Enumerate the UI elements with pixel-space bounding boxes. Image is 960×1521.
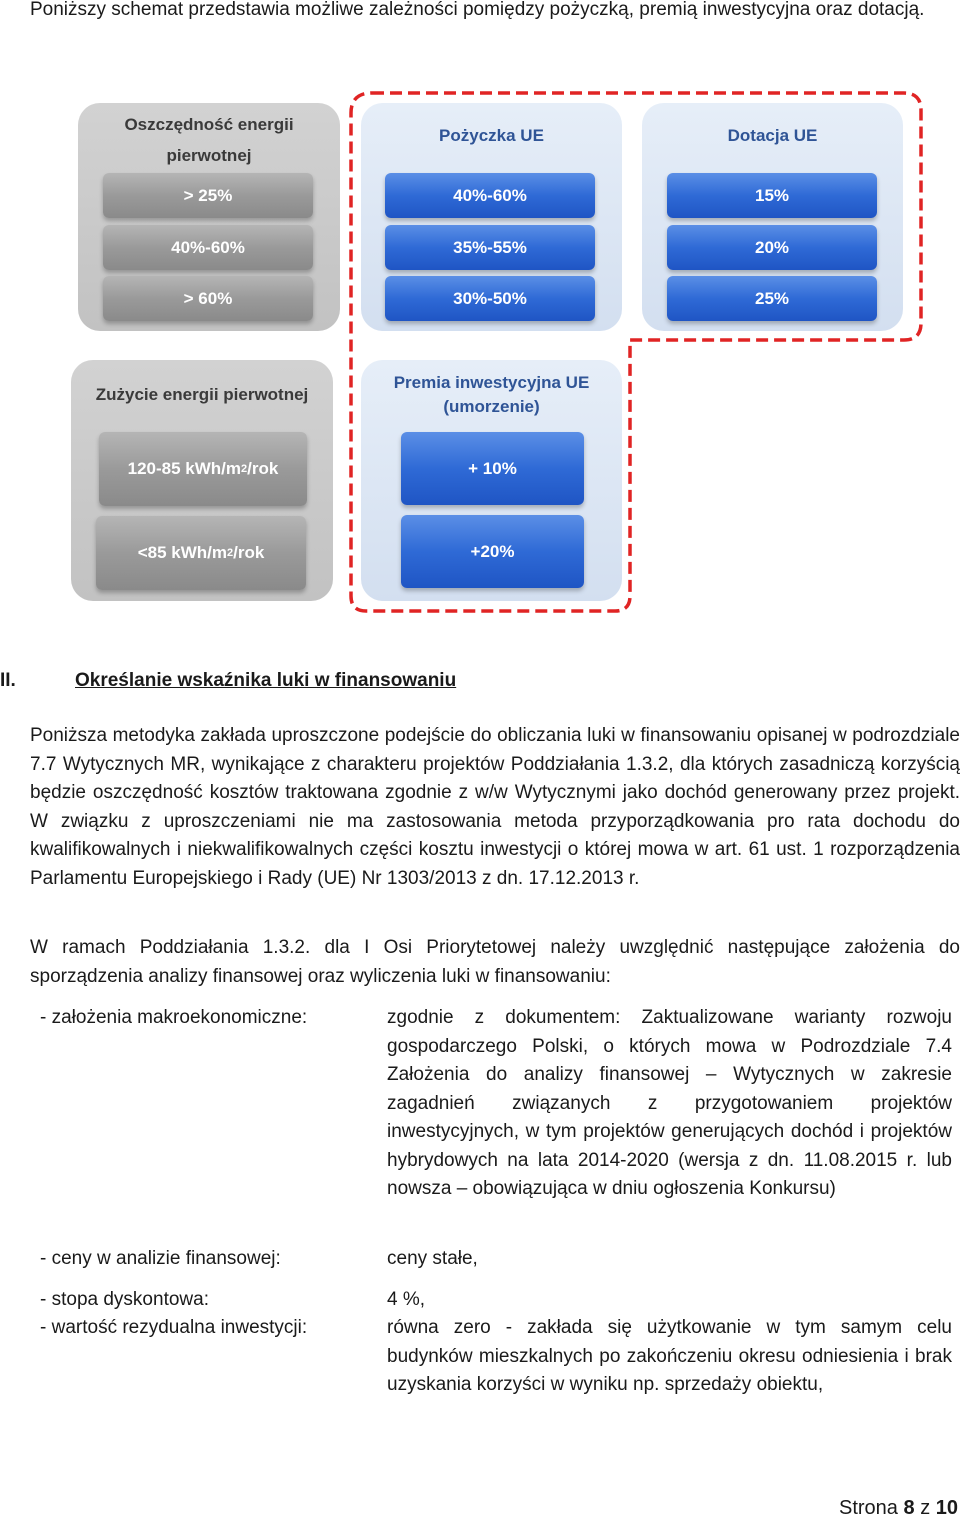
grant-panel xyxy=(642,103,903,331)
premium-title-line2: (umorzenie) xyxy=(443,397,540,416)
premium-panel xyxy=(361,360,622,601)
intro-text: Poniższy schemat przedstawia możliwe zależności pomiędzy pożyczką, premią inwestycyjna oraz dotacją. xyxy=(30,0,925,20)
methodology-paragraph: Poniższa metodyka zakłada uproszczone podejście do obliczania luki w finansowaniu opisanej w podrozdziale 7.7 Wytycznych MR, wynikające z charakteru projektów Poddziałania 1.3.2, dla których zasadniczą korzyścią będzie oszczędność kosztów traktowana zgodnie z w/w Wytycznymi jako dochód generowany przez projekt. W związku z uproszczeniami nie ma zastosowania metoda przyporządkowania pro rata dochodu do kwalifikowalnych i niekwalifikowalnych części kosztu inwestycji o której mowa w art. 61 ust. 1 rozporządzenia Parlamentu Europejskiego i Rady (UE) Nr 1303/2013 z dn. 17.12.2013 r. xyxy=(30,725,960,889)
assumption-definition: 4 %, xyxy=(387,1289,426,1310)
footer-total: 10 xyxy=(935,1497,958,1519)
grant-item: 25% xyxy=(667,276,877,321)
assumption-definition: ceny stałe, xyxy=(387,1248,478,1269)
consumption-item: 120-85 kWh/m 2 /rok xyxy=(99,432,307,506)
grant-title: Dotacja UE xyxy=(727,126,818,145)
loan-panel xyxy=(361,103,622,331)
consumption-panel xyxy=(71,360,333,601)
page-footer xyxy=(839,1497,958,1520)
section-title: Określanie wskaźnika luki w finansowaniu xyxy=(75,670,457,691)
grant-item: 20% xyxy=(667,225,877,270)
premium-title-line1: Premia inwestycyjna UE xyxy=(393,373,590,392)
loan-item: 35%-55% xyxy=(385,225,595,270)
section-number: II. xyxy=(0,670,16,691)
assumptions-intro-paragraph: W ramach Poddziałania 1.3.2. dla I Osi Priorytetowej należy uwzględnić następujące założenia do sporządzenia analizy finansowej oraz wyliczenia luki w finansowaniu: xyxy=(30,937,960,987)
footer-label: Strona xyxy=(839,1497,898,1519)
assumption-definition: zgodnie z dokumentem: Zaktualizowane warianty rozwoju gospodarczego Polski, o których mowa w Podrozdziale 7.4 Założenia do analizy finansowej – Wytycznych w zakresie zagadnień związanych z przygotowaniem projektów inwestycyjnych, w tym projektów generujących dochód i projektów hybrydowych na lata 2014-2020 (wersja z dn. 11.08.2015 r. lub nowsza – obowiązująca w dniu ogłoszenia Konkursu) xyxy=(387,1007,952,1199)
assumption-term: - stopa dyskontowa: xyxy=(40,1289,209,1310)
loan-title: Pożyczka UE xyxy=(439,126,544,145)
savings-panel xyxy=(78,103,340,331)
savings-item: > 25% xyxy=(103,173,313,218)
consumption-title: Zużycie energii pierwotnej xyxy=(95,385,309,404)
footer-page: 8 xyxy=(903,1497,915,1519)
grant-item: 15% xyxy=(667,173,877,218)
loan-item: 30%-50% xyxy=(385,276,595,321)
savings-title: Oszczędność energii pierwotnej xyxy=(124,115,294,165)
savings-item: 40%-60% xyxy=(103,225,313,270)
assumption-term: - wartość rezydualna inwestycji: xyxy=(40,1317,308,1338)
assumption-definition: równa zero - zakłada się użytkowanie w tym samym celu budynków mieszkalnych po zakończeniu okresu odniesienia i brak uzyskania korzyści w wyniku np. sprzedaży obiektu, xyxy=(387,1317,952,1395)
premium-item: + 10% xyxy=(401,432,584,505)
assumption-term: - ceny w analizie finansowej: xyxy=(40,1248,281,1269)
savings-item: > 60% xyxy=(103,276,313,321)
footer-sep: z xyxy=(920,1497,931,1519)
loan-item: 40%-60% xyxy=(385,173,595,218)
consumption-item: <85 kWh/m 2 /rok xyxy=(96,516,306,590)
premium-item: +20% xyxy=(401,515,584,588)
assumption-term: - założenia makroekonomiczne: xyxy=(40,1007,308,1028)
